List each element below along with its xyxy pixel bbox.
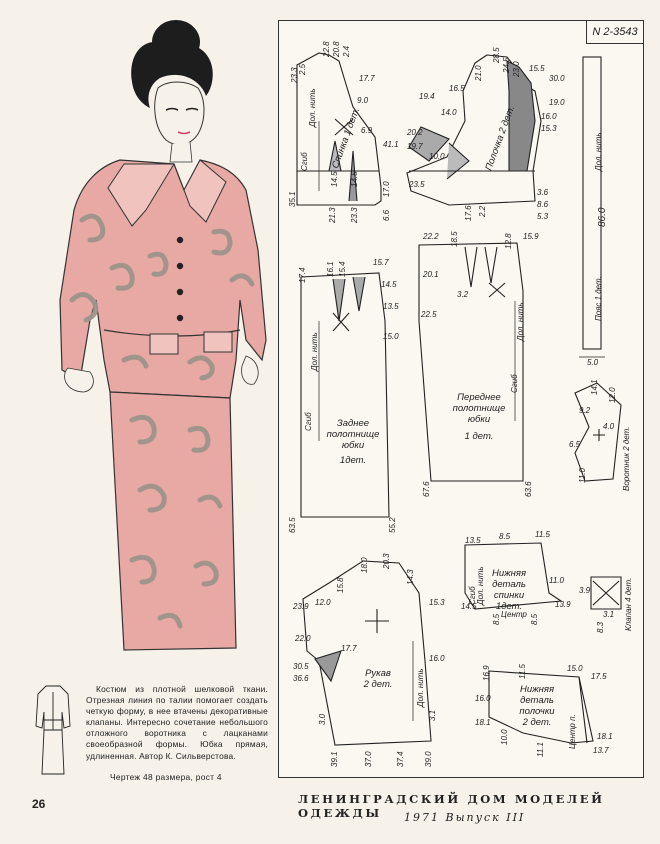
measurement: 11.5 [518,664,527,679]
measurement: 63.5 [288,517,297,533]
skirt-front-dart-2 [485,247,497,283]
skirt-back-cross [333,313,349,331]
publisher: ЛЕНИНГРАДСКИЙ ДОМ МОДЕЛЕЙ ОДЕЖДЫ [298,792,605,820]
measurement: 5.3 [537,212,549,221]
skirt [110,392,236,650]
measurement: 30.5 [293,662,309,671]
measurement: 37.0 [364,751,373,767]
measurement: 10.0 [429,152,445,161]
measurement: 23.9 [293,602,309,611]
measurement: 13.7 [593,746,609,755]
flap-cross [593,581,619,605]
sleeve-cross [365,609,389,633]
belt-width: 5.0 [587,358,599,367]
left-hand [65,368,94,392]
collar-count-text: 2 дет. [622,426,631,451]
measurement: 8.3 [596,621,605,633]
measurement: 18.0 [360,557,369,573]
measurement: 15.8 [336,577,345,593]
measurement: 15.9 [523,232,539,241]
belt-name: Пояс 1 дет. [594,276,603,321]
back-lower-grain-label: Дол. нить [476,566,485,605]
sleeve-count-text: 2 дет. [363,678,393,690]
back-count-text: 1 дет. [341,106,363,138]
measurement: 3.9 [579,586,591,595]
back-lower-center-label: Центр [501,610,527,619]
neck [170,142,192,162]
measurement: 15.4 [338,261,347,277]
garment-thumbnail [28,682,78,778]
measurement: 36.6 [293,674,309,683]
face [155,82,204,145]
measurement: 39.1 [330,751,339,767]
measurement: 11.0 [549,576,564,585]
skirt-back-count-text: 1дет. [339,454,367,466]
sleeve-elbow-hatch [315,651,341,681]
collar-name [623,427,632,491]
skirt-front-name [447,393,511,443]
button [177,237,183,243]
measurement: 2.4 [342,45,351,57]
measurement: 23.5 [409,180,425,189]
front-count-text: 2 дет. [496,104,518,135]
back-grain-label: Дол. нить [308,88,317,127]
measurement: 35.1 [288,191,297,207]
measurement: 11.5 [535,530,550,539]
measurement: 20.2 [407,128,423,137]
measurement: 6.6 [382,209,391,221]
measurement: 3.0 [318,713,327,725]
skirt-back-name-text: Заднее полотнище юбки [326,418,380,451]
measurement: 8.5 [530,613,539,625]
measurement: 21.0 [474,65,483,81]
measurement: 37.4 [396,751,405,767]
measurement: 17.4 [298,267,307,283]
page-number: 26 [32,797,46,811]
measurement: 13.5 [465,536,481,545]
measurement: 17.6 [464,205,473,221]
pattern-code: N 2-3543 [586,21,643,44]
measurement: 15.3 [541,124,557,133]
measurement: 10.0 [500,729,509,745]
measurement: 12.0 [608,387,617,403]
measurement: 3.1 [428,709,437,721]
measurement: 14.5 [461,602,477,611]
measurement: 6.5 [569,440,581,449]
drawing-note: Чертеж 48 размера, рост 4 [110,772,222,782]
flap-left [150,334,178,354]
measurement: 13.5 [383,302,399,311]
caption: Костюм из плотной шелковой ткани. Отрезная линия по талии помогает создать четкую форму, в нее втачены декоративные клапаны. Интересно сочетание небольшого отложного воротника с лацканами своеобразной формы. Юбка прямая, удлиненная. Автор К. Сильверстова. [86,684,268,761]
flap-name [625,578,634,631]
measurement: 17.7 [359,74,375,83]
measurement: 12.8 [504,233,513,249]
measurement: 14.0 [441,108,457,117]
back-lower-count-text: 1дет. [495,600,523,612]
flap-count-text: 4 дет. [624,577,633,602]
measurement: 11.0 [578,468,587,483]
back-lower-fold-label: Сгиб [468,586,477,605]
measurement: 16.9 [482,665,491,681]
measurement: 14.5 [350,171,359,187]
measurement: 14.5 [381,280,397,289]
measurement: 12.0 [315,598,331,607]
measurement: 18.5 [450,231,459,247]
flap-right [204,332,232,352]
measurement: 14.3 [406,569,415,585]
edition: 1971 Выпуск III [404,811,526,824]
measurement: 15.0 [383,332,399,341]
skirt-front-fold-label: Сгиб [510,374,519,393]
skirt-back-name [323,419,383,467]
flap-name-text: Клапан [624,604,633,631]
measurement: 41.1 [383,140,399,149]
measurement: 9.0 [357,96,369,105]
measurement: 22.5 [421,310,437,319]
measurement: 22.8 [322,41,331,57]
skirt-front-dart-1 [465,247,477,287]
measurement: 8.6 [537,200,549,209]
measurement: 3.1 [603,610,615,619]
measurement: 23.3 [350,207,359,223]
measurement: 21.3 [328,207,337,223]
measurement: 8.5 [492,613,501,625]
measurement: 14.1 [590,379,599,395]
skirt-front-grain-label: Дол. нить [516,302,525,341]
measurement: 23.3 [290,67,299,83]
button [177,315,183,321]
measurement: 30.0 [549,74,565,83]
measurement: 2.2 [478,205,487,217]
measurement: 20.8 [332,41,341,57]
back-name-text: Спинка [329,135,352,170]
front-lower-center-label: Центр п. [568,714,577,749]
back-fold-label: Сгиб [300,152,309,171]
measurement: 14.5 [330,171,339,187]
measurement: 16.5 [449,84,465,93]
measurement: 6.9 [361,126,373,135]
skirt-back-grain-label: Дол. нить [310,332,319,371]
measurement: 3.6 [537,188,549,197]
front-lower-count-text: 2 дет. [522,716,552,728]
belt-grain: Дол. нить [594,132,603,171]
measurement: 8.5 [499,532,511,541]
front-lower-name-text: Нижняя деталь полочки [519,684,555,717]
front-lower-name [505,685,569,729]
measurement: 19.0 [549,98,565,107]
measurement: 18.1 [475,718,491,727]
front-dart [447,143,469,179]
measurement: 20.1 [423,270,439,279]
skirt-back-fold-label: Сгиб [304,412,313,431]
measurement: 17.0 [382,181,391,197]
button [177,263,183,269]
measurement: 19.7 [407,142,423,151]
measurement: 23.0 [512,61,521,77]
skirt-front-name-text: Переднее полотнище юбки [452,392,506,425]
measurement: 16.0 [429,654,445,663]
measurement: 17.7 [341,644,357,653]
measurement: 20.3 [382,553,391,569]
hair-bun [152,20,200,64]
skirt-front-count-text: 1 дет. [464,430,494,442]
measurement: 11.1 [536,742,545,757]
measurement: 28.5 [492,47,501,63]
measurement: 9.2 [579,406,591,415]
measurement: 63.6 [524,481,533,497]
belt-length: 86.0 [597,207,608,227]
measurement: 19.4 [419,92,435,101]
skirt-back-outline [301,273,389,517]
measurement: 15.7 [373,258,389,267]
back-lower-name-text: Нижняя деталь спинки [491,568,527,601]
collar-name-text: Воротник [622,453,631,491]
back-lower-name [479,569,539,613]
fashion-illustration [0,0,280,680]
measurement: 22.0 [295,634,311,643]
button [177,289,183,295]
measurement: 15.5 [529,64,545,73]
measurement: 13.9 [555,600,571,609]
sleeve-name [353,669,403,691]
skirt-front-cross [489,283,505,297]
measurement: 2.5 [298,63,307,75]
measurement: 15.0 [567,664,583,673]
pattern-sheet [278,20,644,778]
measurement: 4.0 [603,422,615,431]
sleeve-name-text: Рукав [365,668,391,679]
measurement: 39.0 [424,751,433,767]
right-hand [242,356,259,384]
measurement: 16.0 [475,694,491,703]
measurement: 16.1 [326,261,335,277]
measurement: 22.2 [423,232,439,241]
measurement: 67.6 [422,481,431,497]
measurement: 55.2 [388,517,397,533]
measurement: 3.2 [457,290,469,299]
skirt-back-dart-2 [353,277,365,311]
measurement: 15.3 [429,598,445,607]
sleeve-grain-label: Дол. нить [416,668,425,707]
front-name-text: Полочка [483,133,507,173]
measurement: 24.5 [502,57,511,73]
measurement: 17.5 [591,672,607,681]
measurement: 18.1 [597,732,613,741]
measurement: 16.0 [541,112,557,121]
